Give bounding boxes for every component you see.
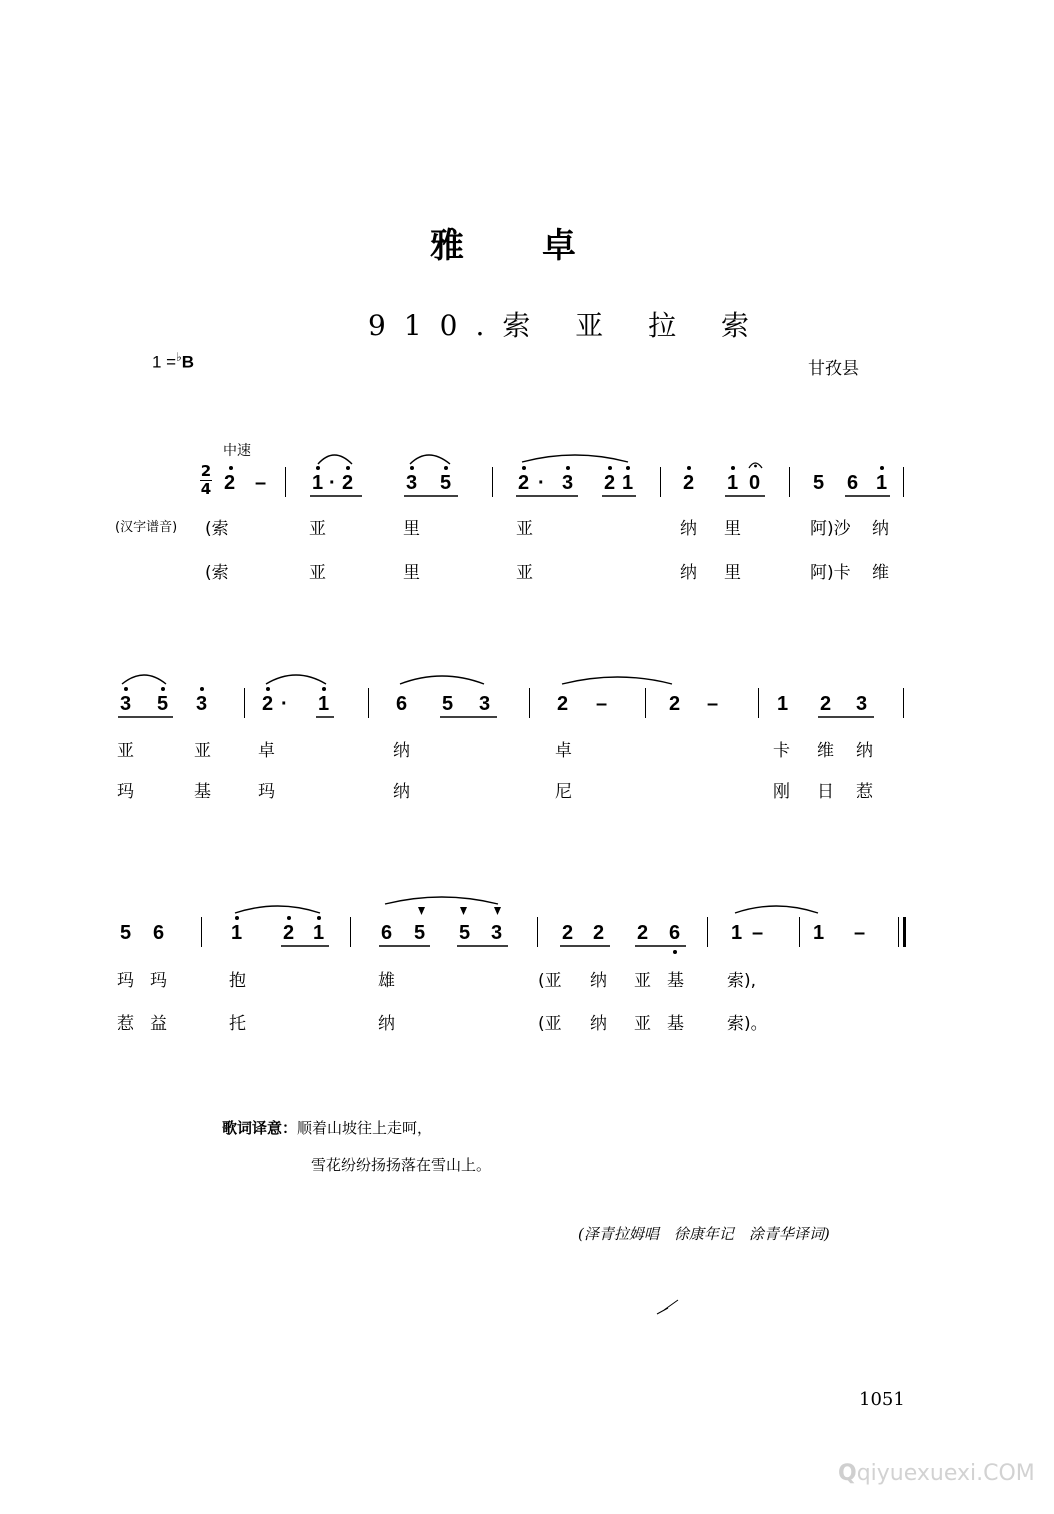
lyric: 亚 (309, 563, 326, 583)
note: 3 (479, 693, 491, 715)
note: 1 (622, 472, 634, 494)
note-dot: · (281, 693, 288, 715)
song-title-text: 910.索 亚 拉 索 (368, 309, 768, 342)
translation-block (222, 1117, 432, 1138)
octave-dots (124, 462, 884, 954)
lyric: 里 (403, 563, 420, 583)
lyric: 卡 (773, 741, 790, 761)
lyric: (索 (205, 519, 229, 539)
note: 1 (318, 693, 330, 715)
lyric: 维 (872, 563, 889, 583)
lyric: 托 (229, 1014, 246, 1034)
note: 6 (669, 922, 681, 944)
lyric: 卓 (555, 741, 572, 761)
note: 1 (727, 472, 739, 494)
note: 6 (847, 472, 859, 494)
note-dot: · (329, 472, 336, 494)
note: 2 (562, 922, 574, 944)
fermata-icon (749, 463, 762, 468)
lyric: 刚 (773, 782, 790, 802)
beam-underlines (118, 496, 890, 946)
note-dash: – (752, 922, 764, 944)
lyric: 亚 (516, 563, 533, 583)
note: 5 (459, 922, 471, 944)
lyric: 纳 (590, 971, 607, 991)
lyric: 里 (724, 519, 741, 539)
note: 5 (120, 922, 132, 944)
note: 5 (414, 922, 426, 944)
lyric: 益 (150, 1014, 167, 1034)
credits: (泽青拉姆唱 徐康年记 涂青华译词) (578, 1225, 830, 1243)
translation-line-1: 顺着山坡往上走呵， (297, 1119, 433, 1137)
note: 2 (669, 693, 681, 715)
note: 3 (196, 693, 208, 715)
lyrics-label: (汉字谱音) (115, 520, 178, 535)
note: 1 (777, 693, 789, 715)
note: 6 (396, 693, 408, 715)
note: 2 (283, 922, 295, 944)
lyric: 里 (724, 563, 741, 583)
note-dash: – (596, 693, 608, 715)
lyric: 维 (817, 741, 834, 761)
lyric: 尼 (555, 782, 572, 802)
note: 1 (312, 472, 324, 494)
lyric: 雄 (378, 971, 395, 991)
note: 2 (224, 472, 236, 494)
collection-title: 雅卓 (430, 226, 654, 266)
translation-line-2: 雪花纷纷扬扬落在雪山上。 (311, 1156, 492, 1174)
note: 2 (342, 472, 354, 494)
lyric: 里 (403, 519, 420, 539)
page-number: 1051 (859, 1389, 905, 1410)
lyric: 亚 (117, 741, 134, 761)
time-signature-bottom: 4 (200, 480, 212, 498)
note: 1 (731, 922, 743, 944)
lyric: 惹 (117, 1014, 134, 1034)
lyric: 日 (817, 782, 834, 802)
lyric: 阿)卡 (810, 563, 851, 583)
note: 6 (153, 922, 165, 944)
note: 5 (157, 693, 169, 715)
lyric: 基 (667, 971, 684, 991)
lyric: 纳 (393, 741, 410, 761)
key-note: B (181, 352, 195, 372)
note: 5 (813, 472, 825, 494)
slurs (122, 455, 818, 913)
note: 1 (231, 922, 243, 944)
lyric: 亚 (194, 741, 211, 761)
lyric: 索), (727, 971, 757, 991)
lyric: 索)。 (727, 1014, 768, 1034)
note: 3 (562, 472, 574, 494)
note: 3 (856, 693, 868, 715)
note-dash: – (854, 922, 866, 944)
lyric: 纳 (378, 1014, 395, 1034)
note: 2 (557, 693, 569, 715)
lyric: 纳 (680, 519, 697, 539)
lyric: 纳 (393, 782, 410, 802)
note: 3 (491, 922, 503, 944)
lyric: 卓 (258, 741, 275, 761)
note: 2 (518, 472, 530, 494)
lyric: 玛 (117, 971, 134, 991)
lyric: 亚 (309, 519, 326, 539)
scan-mark (657, 1300, 678, 1314)
lyric: (亚 (538, 971, 562, 991)
key-prefix: 1 = (152, 352, 177, 372)
note-dash: – (255, 472, 267, 494)
lyric: 玛 (117, 782, 134, 802)
note: 2 (593, 922, 605, 944)
tempo-marking: 中速 (223, 443, 251, 459)
lyric: 纳 (872, 519, 889, 539)
note: 5 (442, 693, 454, 715)
lyric: 惹 (856, 782, 873, 802)
note: 3 (406, 472, 418, 494)
lyric: 基 (667, 1014, 684, 1034)
lyric: 亚 (634, 1014, 651, 1034)
lyric: 纳 (590, 1014, 607, 1034)
note: 2 (637, 922, 649, 944)
q-logo-icon: Q (838, 1461, 857, 1486)
note: 2 (262, 693, 274, 715)
note: 2 (604, 472, 616, 494)
note: 6 (381, 922, 393, 944)
note: 1 (313, 922, 325, 944)
lyric: (索 (205, 563, 229, 583)
lyric: (亚 (538, 1014, 562, 1034)
time-signature-top: 2 (200, 462, 212, 480)
flat-sign: ♭ (176, 350, 182, 364)
translation-label: 歌词译意： (222, 1119, 298, 1137)
accent-marks (418, 907, 501, 915)
note: 3 (120, 693, 132, 715)
note: 5 (440, 472, 452, 494)
note: 1 (813, 922, 825, 944)
region-label: 甘孜县 (808, 359, 859, 379)
lyric: 抱 (229, 971, 246, 991)
watermark (838, 1461, 1035, 1486)
lyric: 纳 (680, 563, 697, 583)
lyric: 玛 (258, 782, 275, 802)
note: 2 (683, 472, 695, 494)
lyric: 玛 (150, 971, 167, 991)
lyric: 基 (194, 782, 211, 802)
note: 0 (749, 472, 761, 494)
lyric: 亚 (634, 971, 651, 991)
note: 1 (876, 472, 888, 494)
note-dash: – (707, 693, 719, 715)
lyric: 亚 (516, 519, 533, 539)
lyric: 阿)沙 (810, 519, 851, 539)
lyric: 纳 (856, 741, 873, 761)
note: 2 (820, 693, 832, 715)
note-dot: · (538, 472, 545, 494)
watermark-text: qiyuexuexi.COM (856, 1461, 1035, 1486)
